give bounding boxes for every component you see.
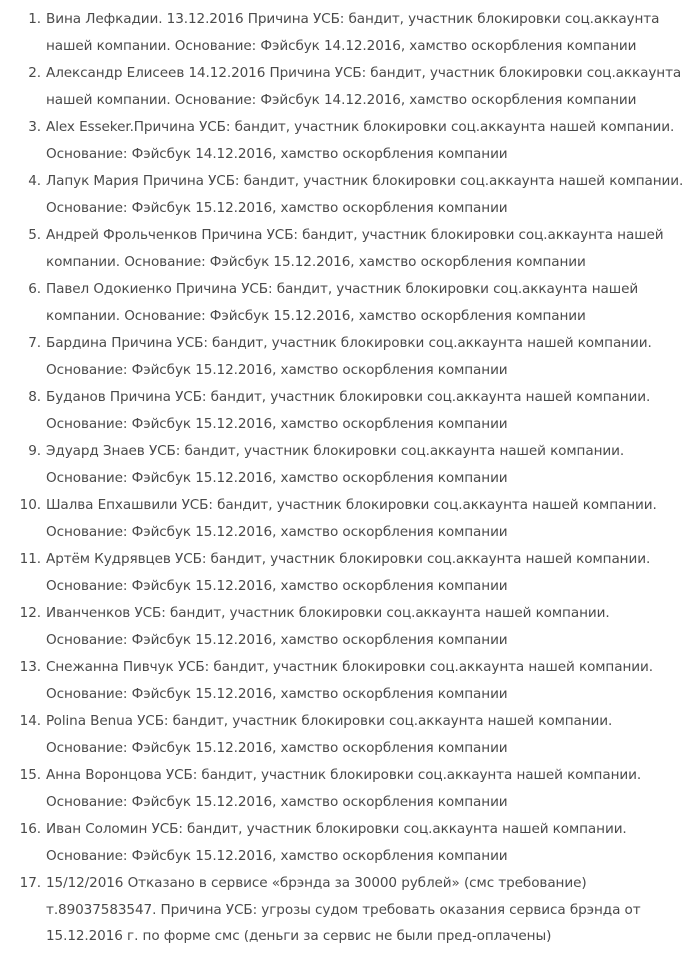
item-text: Polina Benua УСБ: бандит, участник блокировки соц.аккаунта нашей компании. Основание: Фэйсбук 15.12.2016, хамство оскорбления компании <box>46 713 613 756</box>
list-item <box>0 222 700 275</box>
item-number: 5. <box>28 227 41 243</box>
item-text: Шалва Епхашвили УСБ: бандит, участник блокировки соц.аккаунта нашей компании. Основание: Фэйсбук 15.12.2016, хамство оскорбления компании <box>46 497 657 540</box>
item-number: 14. <box>19 713 41 729</box>
item-number: 11. <box>19 551 41 567</box>
list-item <box>0 762 700 815</box>
item-text: 15/12/2016 Отказано в сервисе «брэнда за 30000 рублей» (смс требование) т.89037583547. Причина УСБ: угрозы судом требовать оказания сервиса брэнда от 15.12.2016 г. по форме смс (деньги за сервис не были пред-оплачены) <box>46 875 641 944</box>
item-number: 3. <box>28 119 41 135</box>
item-text: Иван Соломин УСБ: бандит, участник блокировки соц.аккаунта нашей компании. Основание: Фэйсбук 15.12.2016, хамство оскорбления компании <box>46 821 627 864</box>
list-item <box>0 870 700 950</box>
item-text: Эдуард Знаев УСБ: бандит, участник блокировки соц.аккаунта нашей компании. Основание: Фэйсбук 15.12.2016, хамство оскорбления компании <box>46 443 625 486</box>
list-item <box>0 168 700 221</box>
item-text: Артём Кудрявцев УСБ: бандит, участник блокировки соц.аккаунта нашей компании. Основание: Фэйсбук 15.12.2016, хамство оскорбления компании <box>46 551 651 594</box>
item-text: Иванченков УСБ: бандит, участник блокировки соц.аккаунта нашей компании. Основание: Фэйсбук 15.12.2016, хамство оскорбления компании <box>46 605 610 648</box>
item-number: 12. <box>19 605 41 621</box>
item-number: 6. <box>28 281 41 297</box>
list-item <box>0 6 700 59</box>
list-item <box>0 114 700 167</box>
item-text: Бардина Причина УСБ: бандит, участник блокировки соц.аккаунта нашей компании. Основание: Фэйсбук 15.12.2016, хамство оскорбления компании <box>46 335 652 378</box>
item-number: 9. <box>28 443 41 459</box>
list-item <box>0 654 700 707</box>
list-item <box>0 546 700 599</box>
item-text: Андрей Фрольченков Причина УСБ: бандит, участник блокировки соц.аккаунта нашей компании. Основание: Фэйсбук 15.12.2016, хамство оскорбления компании <box>46 227 664 270</box>
item-text: Павел Одокиенко Причина УСБ: бандит, участник блокировки соц.аккаунта нашей компании. Основание: Фэйсбук 15.12.2016, хамство оскорбления компании <box>46 281 639 324</box>
item-text: Александр Елисеев 14.12.2016 Причина УСБ: бандит, участник блокировки соц.аккаунта нашей компании. Основание: Фэйсбук 14.12.2016, хамство оскорбления компании <box>46 65 682 108</box>
item-number: 13. <box>19 659 41 675</box>
item-text: Вина Лефкадии. 13.12.2016 Причина УСБ: бандит, участник блокировки соц.аккаунта нашей компании. Основание: Фэйсбук 14.12.2016, хамство оскорбления компании <box>46 11 660 54</box>
item-number: 2. <box>28 65 41 81</box>
item-text: Лапук Мария Причина УСБ: бандит, участник блокировки соц.аккаунта нашей компании. Основание: Фэйсбук 15.12.2016, хамство оскорбления компании <box>46 173 684 216</box>
item-text: Снежанна Пивчук УСБ: бандит, участник блокировки соц.аккаунта нашей компании. Основание: Фэйсбук 15.12.2016, хамство оскорбления компании <box>46 659 653 702</box>
item-number: 7. <box>28 335 41 351</box>
list-item <box>0 276 700 329</box>
item-number: 10. <box>19 497 41 513</box>
item-text: Анна Воронцова УСБ: бандит, участник блокировки соц.аккаунта нашей компании. Основание: Фэйсбук 15.12.2016, хамство оскорбления компании <box>46 767 642 810</box>
list-item <box>0 600 700 653</box>
item-number: 4. <box>28 173 41 189</box>
item-number: 8. <box>28 389 41 405</box>
list-item <box>0 330 700 383</box>
item-number: 17. <box>19 875 41 891</box>
item-number: 15. <box>19 767 41 783</box>
list-item <box>0 60 700 113</box>
list-item <box>0 384 700 437</box>
list-item <box>0 708 700 761</box>
item-number: 16. <box>19 821 41 837</box>
item-text: Alex Esseker.Причина УСБ: бандит, участник блокировки соц.аккаунта нашей компании. Основание: Фэйсбук 14.12.2016, хамство оскорбления компании <box>46 119 675 162</box>
list-item <box>0 492 700 545</box>
item-text: Буданов Причина УСБ: бандит, участник блокировки соц.аккаунта нашей компании. Основание: Фэйсбук 15.12.2016, хамство оскорбления компании <box>46 389 651 432</box>
list-item <box>0 816 700 869</box>
list-item <box>0 438 700 491</box>
item-number: 1. <box>28 11 41 27</box>
